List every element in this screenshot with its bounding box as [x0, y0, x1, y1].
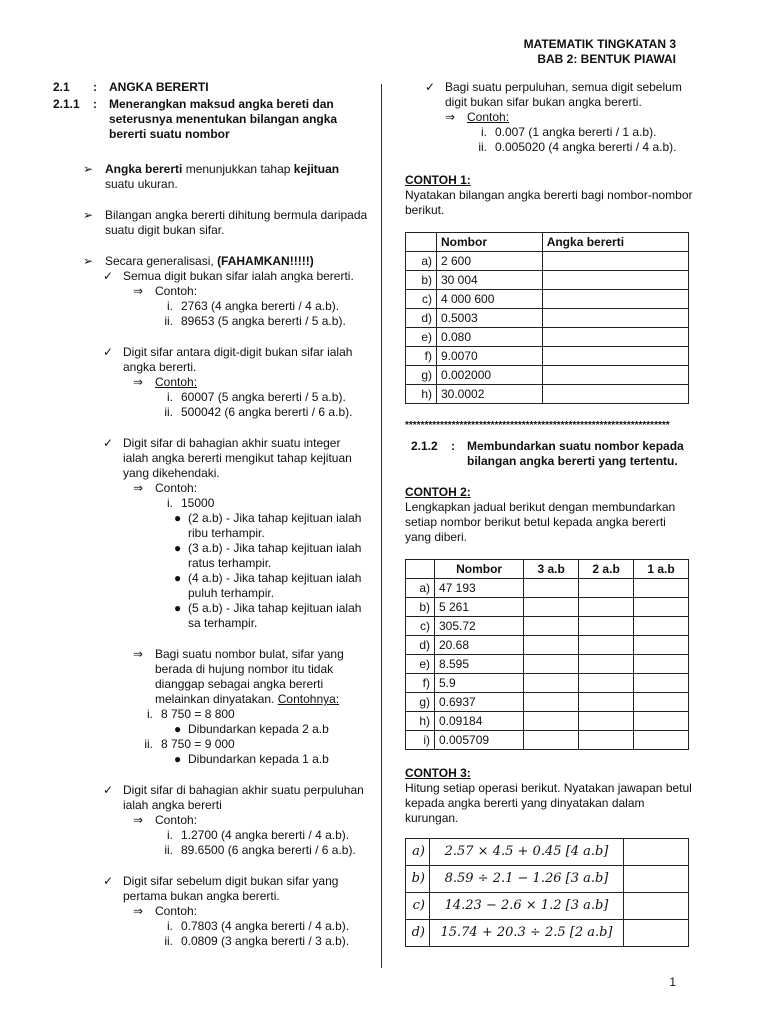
answer-cell[interactable] — [624, 920, 689, 947]
answer-cell[interactable] — [624, 839, 689, 866]
implies-arrow-icon: ⇒ — [133, 375, 144, 389]
answer-cell[interactable] — [579, 655, 634, 674]
rule-zero-between: ✓ Digit sifar antara digit-digit bukan sifar ialah angka bererti. — [103, 345, 353, 374]
arrowhead-icon: ➢ — [83, 208, 94, 222]
table-row — [406, 385, 689, 404]
example-label: ⇒ Contoh: — [445, 110, 510, 124]
column-header: 3 a.b — [524, 560, 579, 579]
answer-cell[interactable] — [634, 693, 689, 712]
answer-cell[interactable] — [542, 366, 688, 385]
answer-cell[interactable] — [634, 674, 689, 693]
example-label: ⇒ Contoh: — [133, 904, 198, 918]
answer-cell[interactable] — [579, 693, 634, 712]
page-number: 1 — [669, 975, 676, 989]
rule-trailing-integer: ✓ Digit sifar di bahagian akhir suatu integer ialah angka bererti mengikut tahap kejituan yang dikehendaki. — [103, 436, 352, 480]
answer-cell[interactable] — [579, 617, 634, 636]
table-row — [406, 866, 689, 893]
table-cell: 0.09184 — [435, 712, 524, 731]
answer-cell[interactable] — [542, 328, 688, 347]
contoh2-table — [405, 559, 689, 750]
example-item: ii. 8 750 = 9 000 — [144, 737, 235, 751]
implies-arrow-icon: ⇒ — [133, 647, 144, 661]
contoh3-table — [405, 838, 689, 947]
bullet-dot-icon: ● — [174, 571, 182, 585]
dot-item: ● (4 a.b) - Jika tahap kejituan ialah puluh terhampir. — [174, 571, 362, 600]
table-row — [406, 893, 689, 920]
table-cell: 0.080 — [437, 328, 543, 347]
dot-item: ● Dibundarkan kepada 2 a.b — [174, 722, 329, 736]
answer-cell[interactable] — [624, 893, 689, 920]
example-label: ⇒ Contoh: — [133, 813, 198, 827]
column-header: 2 a.b — [579, 560, 634, 579]
column-header: Nombor — [435, 560, 524, 579]
column-header: Nombor — [437, 233, 543, 252]
table-row — [406, 839, 689, 866]
table-cell: 30 004 — [437, 271, 543, 290]
contoh3-title: CONTOH 3: — [405, 766, 471, 780]
table-cell: 20.68 — [435, 636, 524, 655]
table-row — [406, 347, 689, 366]
table-row — [406, 328, 689, 347]
table-cell: 4 000 600 — [437, 290, 543, 309]
table-row — [406, 252, 689, 271]
row-label: c) — [406, 893, 430, 920]
answer-cell[interactable] — [579, 636, 634, 655]
row-label: d) — [406, 636, 435, 655]
table-cell: 2.57 × 4.5 + 0.45 [4 a.b] — [430, 839, 624, 866]
bullet-dot-icon: ● — [174, 752, 182, 766]
answer-cell[interactable] — [542, 290, 688, 309]
implies-arrow-icon: ⇒ — [133, 904, 144, 918]
answer-cell[interactable] — [524, 617, 579, 636]
answer-cell[interactable] — [524, 712, 579, 731]
row-label: e) — [406, 328, 437, 347]
answer-cell[interactable] — [579, 712, 634, 731]
example-item: i. 8 750 = 8 800 — [147, 707, 235, 721]
row-label: a) — [406, 252, 437, 271]
checkmark-icon: ✓ — [103, 345, 114, 359]
checkmark-icon: ✓ — [103, 874, 114, 888]
answer-cell[interactable] — [542, 309, 688, 328]
example-item: i. 1.2700 (4 angka bererti / 4 a.b). — [167, 828, 350, 842]
example-item: ii. 0.005020 (4 angka bererti / 4 a.b). — [478, 140, 677, 154]
table-row — [406, 636, 689, 655]
table-row — [406, 674, 689, 693]
contoh3-text: Hitung setiap operasi berikut. Nyatakan jawapan betul kepada angka bererti yang dinyatakan dalam kurungan. — [405, 781, 692, 825]
answer-cell[interactable] — [634, 636, 689, 655]
table-row — [406, 290, 689, 309]
row-label: c) — [406, 617, 435, 636]
example-label: ⇒ Contoh: — [133, 481, 198, 495]
row-label: d) — [406, 920, 430, 947]
answer-cell[interactable] — [579, 598, 634, 617]
table-row — [406, 920, 689, 947]
contoh1-text: Nyatakan bilangan angka bererti bagi nombor-nombor berikut. — [405, 188, 693, 217]
table-cell: 305.72 — [435, 617, 524, 636]
answer-cell[interactable] — [542, 271, 688, 290]
row-label: b) — [406, 271, 437, 290]
table-row — [406, 655, 689, 674]
right-column — [405, 80, 695, 947]
table-row — [406, 617, 689, 636]
answer-cell[interactable] — [524, 636, 579, 655]
answer-cell[interactable] — [524, 731, 579, 750]
answer-cell[interactable] — [624, 866, 689, 893]
table-cell: 8.59 ÷ 2.1 − 1.26 [3 a.b] — [430, 866, 624, 893]
answer-cell[interactable] — [634, 655, 689, 674]
row-label: a) — [406, 839, 430, 866]
row-label: f) — [406, 347, 437, 366]
table-row — [406, 731, 689, 750]
answer-cell[interactable] — [524, 655, 579, 674]
dot-item: ● (3 a.b) - Jika tahap kejituan ialah ratus terhampir. — [174, 541, 362, 570]
table-cell: 30.0002 — [437, 385, 543, 404]
answer-cell[interactable] — [634, 579, 689, 598]
bullet-definition: ➢ Angka bererti menunjukkan tahap kejituan suatu ukuran. — [83, 162, 340, 191]
row-label: b) — [406, 598, 435, 617]
row-label: d) — [406, 309, 437, 328]
row-label: h) — [406, 385, 437, 404]
row-label: i) — [406, 731, 435, 750]
answer-cell[interactable] — [634, 731, 689, 750]
contoh1-table — [405, 232, 689, 404]
row-label: a) — [406, 579, 435, 598]
dot-item: ● (5 a.b) - Jika tahap kejituan ialah sa terhampir. — [174, 601, 362, 630]
section-2-1-1: 2.1.1 : Menerangkan maksud angka bereti dan seterusnya menentukan bilangan angka bererti suatu nombor — [53, 97, 338, 141]
table-cell: 0.5003 — [437, 309, 543, 328]
table-row — [406, 579, 689, 598]
page-header — [524, 37, 676, 67]
rule-decimal-leading: ✓ Bagi suatu perpuluhan, semua digit sebelum digit bukan sifar bukan angka bererti. — [425, 80, 682, 109]
row-label: e) — [406, 655, 435, 674]
implies-arrow-icon: ⇒ — [445, 110, 456, 124]
row-label: g) — [406, 366, 437, 385]
contoh1-title: CONTOH 1: — [405, 173, 471, 187]
table-cell: 47 193 — [435, 579, 524, 598]
answer-cell[interactable] — [524, 674, 579, 693]
bullet-dot-icon: ● — [174, 601, 182, 615]
example-item: ii. 89.6500 (6 angka bererti / 6 a.b). — [164, 843, 356, 857]
checkmark-icon: ✓ — [103, 269, 114, 283]
bullet-dot-icon: ● — [174, 722, 182, 736]
bullet-counting: ➢ Bilangan angka bererti dihitung bermula daripada suatu digit bukan sifar. — [83, 208, 368, 237]
table-cell: 8.595 — [435, 655, 524, 674]
implies-arrow-icon: ⇒ — [133, 481, 144, 495]
row-label: b) — [406, 866, 430, 893]
example-item: ii. 500042 (6 angka bererti / 6 a.b). — [164, 405, 353, 419]
row-label: h) — [406, 712, 435, 731]
example-item: i. 2763 (4 angka bererti / 4 a.b). — [167, 299, 340, 313]
checkmark-icon: ✓ — [425, 80, 436, 94]
answer-cell[interactable] — [579, 731, 634, 750]
example-item: i. 60007 (5 angka bererti / 5 a.b). — [167, 390, 346, 404]
example-label: ⇒ Contoh: — [133, 284, 198, 298]
example-item: i. 0.007 (1 angka bererti / 1 a.b). — [481, 125, 657, 139]
table-cell: 2 600 — [437, 252, 543, 271]
table-row — [406, 366, 689, 385]
example-item: ii. 0.0809 (3 angka bererti / 3 a.b). — [164, 934, 350, 948]
answer-cell[interactable] — [634, 712, 689, 731]
contoh2-title: CONTOH 2: — [405, 485, 471, 499]
column-header: Angka bererti — [542, 233, 688, 252]
answer-cell[interactable] — [524, 579, 579, 598]
table-cell: 9.0070 — [437, 347, 543, 366]
example-item: ii. 89653 (5 angka bererti / 5 a.b). — [164, 314, 346, 328]
row-label: c) — [406, 290, 437, 309]
checkmark-icon: ✓ — [103, 436, 114, 450]
chapter-title: BAB 2: BENTUK PIAWAI — [537, 52, 676, 66]
column-header: 1 a.b — [634, 560, 689, 579]
example-label: ⇒ Contoh: — [133, 375, 198, 389]
table-cell: 15.74 + 20.3 ÷ 2.5 [2 a.b] — [430, 920, 624, 947]
answer-cell[interactable] — [542, 252, 688, 271]
bullet-dot-icon: ● — [174, 541, 182, 555]
bullet-dot-icon: ● — [174, 511, 182, 525]
table-cell: 0.6937 — [435, 693, 524, 712]
table-cell: 0.002000 — [437, 366, 543, 385]
table-row — [406, 271, 689, 290]
table-cell: 0.005709 — [435, 731, 524, 750]
left-column — [53, 80, 368, 949]
answer-cell[interactable] — [634, 617, 689, 636]
section-2-1-2: 2.1.2 : Membundarkan suatu nombor kepada bilangan angka bererti yang tertentu. — [411, 439, 684, 468]
column-divider — [381, 84, 382, 968]
answer-cell[interactable] — [634, 598, 689, 617]
table-row — [406, 309, 689, 328]
implies-arrow-icon: ⇒ — [133, 813, 144, 827]
row-label: f) — [406, 674, 435, 693]
answer-cell[interactable] — [542, 347, 688, 366]
answer-cell[interactable] — [524, 598, 579, 617]
contoh2-text: Lengkapkan jadual berikut dengan membundarkan setiap nombor berikut betul kepada angka bererti yang diberi. — [405, 500, 676, 544]
table-row — [406, 598, 689, 617]
answer-cell[interactable] — [579, 579, 634, 598]
implies-arrow-icon: ⇒ — [133, 284, 144, 298]
table-cell: 5 261 — [435, 598, 524, 617]
rule-leading-zero: ✓ Digit sifar sebelum digit bukan sifar yang pertama bukan angka bererti. — [103, 874, 339, 903]
example-item: i. 15000 — [167, 496, 215, 510]
answer-cell[interactable] — [579, 674, 634, 693]
answer-cell[interactable] — [542, 385, 688, 404]
table-cell: 5.9 — [435, 674, 524, 693]
arrowhead-icon: ➢ — [83, 254, 94, 268]
checkmark-icon: ✓ — [103, 783, 114, 797]
table-row — [406, 693, 689, 712]
row-label: g) — [406, 693, 435, 712]
dot-item: ● Dibundarkan kepada 1 a.b — [174, 752, 329, 766]
separator-stars: ******************************************************************** — [405, 420, 670, 431]
bullet-generalisation: ➢ Secara generalisasi, (FAHAMKAN!!!!!) — [83, 254, 314, 268]
arrowhead-icon: ➢ — [83, 162, 94, 176]
rule-nonzero: ✓ Semua digit bukan sifar ialah angka bererti. — [103, 269, 354, 283]
rule-trailing-decimal: ✓ Digit sifar di bahagian akhir suatu perpuluhan ialah angka bererti — [103, 783, 364, 812]
table-cell: 14.23 − 2.6 × 1.2 [3 a.b] — [430, 893, 624, 920]
dot-item: ● (2 a.b) - Jika tahap kejituan ialah ribu terhampir. — [174, 511, 362, 540]
table-row — [406, 712, 689, 731]
answer-cell[interactable] — [524, 693, 579, 712]
section-2-1: 2.1 : ANGKA BERERTI — [53, 80, 209, 94]
rule-whole-number: ⇒ Bagi suatu nombor bulat, sifar yang berada di hujung nombor itu tidak dianggap sebagai angka bererti melainkan dinyatakan. Contohnya: — [133, 647, 344, 706]
subject-title: MATEMATIK TINGKATAN 3 — [523, 37, 676, 51]
example-item: i. 0.7803 (4 angka bererti / 4 a.b). — [167, 919, 350, 933]
